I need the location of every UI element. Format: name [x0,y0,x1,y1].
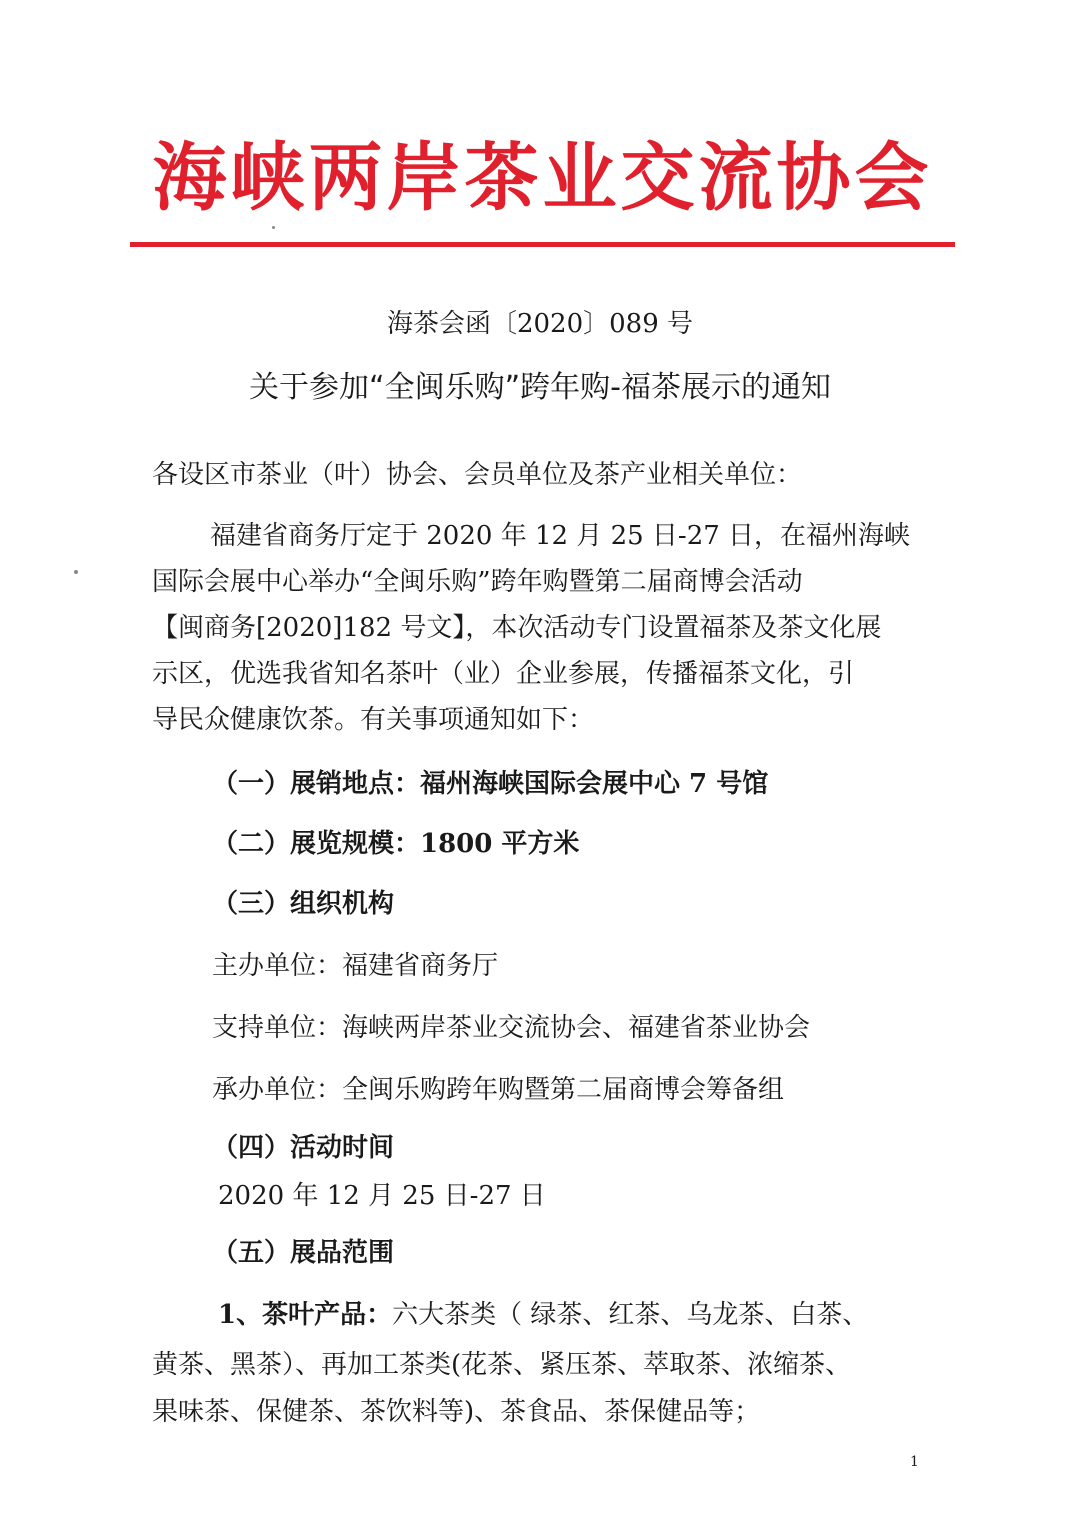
letterhead-title: 海峡两岸茶业交流协会 [152,135,933,221]
intro-line-1: 福建省商务厅定于 2020 年 12 月 25 日-27 日，在福州海峡 [210,521,911,551]
intro-line-3: 【闽商务[2020]182 号文】，本次活动专门设置福茶及茶文化展 [152,613,882,643]
intro-line-5: 导民众健康饮茶。有关事项通知如下： [152,705,595,735]
intro-line-2: 国际会展中心举办“全闽乐购”跨年购暨第二届商博会活动 [152,567,803,597]
item-1-line [218,1295,868,1335]
letterhead-red-rule [130,242,955,247]
section-5-scope: （五）展品范围 [212,1238,395,1268]
page-number: 1 [910,1454,919,1470]
supporter-line: 支持单位：海峡两岸茶业交流协会、福建省茶业协会 [212,1013,811,1043]
section-1-venue: （一）展销地点：福州海峡国际会展中心 7 号馆 [212,769,769,799]
document-title: 关于参加“全闽乐购”跨年购-福茶展示的通知 [249,370,831,405]
item-1-label: 1、茶叶产品： [218,1300,393,1330]
undertaker-line: 承办单位：全闽乐购跨年购暨第二届商博会筹备组 [212,1075,785,1105]
organizer-line: 主办单位：福建省商务厅 [212,951,499,981]
document-number: 海茶会函〔2020〕089 号 [386,309,694,339]
section-3-organization: （三）组织机构 [212,889,395,919]
intro-line-4: 示区，优选我省知名茶叶（业）企业参展，传播福茶文化，引 [152,659,855,689]
addressee: 各设区市茶业（叶）协会、会员单位及茶产业相关单位： [152,460,803,490]
section-2-scale: （二）展览规模：1800 平方米 [212,829,580,859]
item-1-text: 六大茶类（ 绿茶、红茶、乌龙茶、白茶、 [392,1300,869,1330]
scan-speck [74,570,78,574]
scan-speck [272,226,275,229]
event-time: 2020 年 12 月 25 日-27 日 [218,1181,546,1211]
section-4-time: （四）活动时间 [212,1133,395,1163]
item-1-continuation-1: 黄茶、黑茶）、再加工茶类(花茶、紧压茶、萃取茶、浓缩茶、 [152,1350,852,1380]
item-1-continuation-2: 果味茶、保健茶、茶饮料等)、茶食品、茶保健品等； [152,1397,761,1427]
